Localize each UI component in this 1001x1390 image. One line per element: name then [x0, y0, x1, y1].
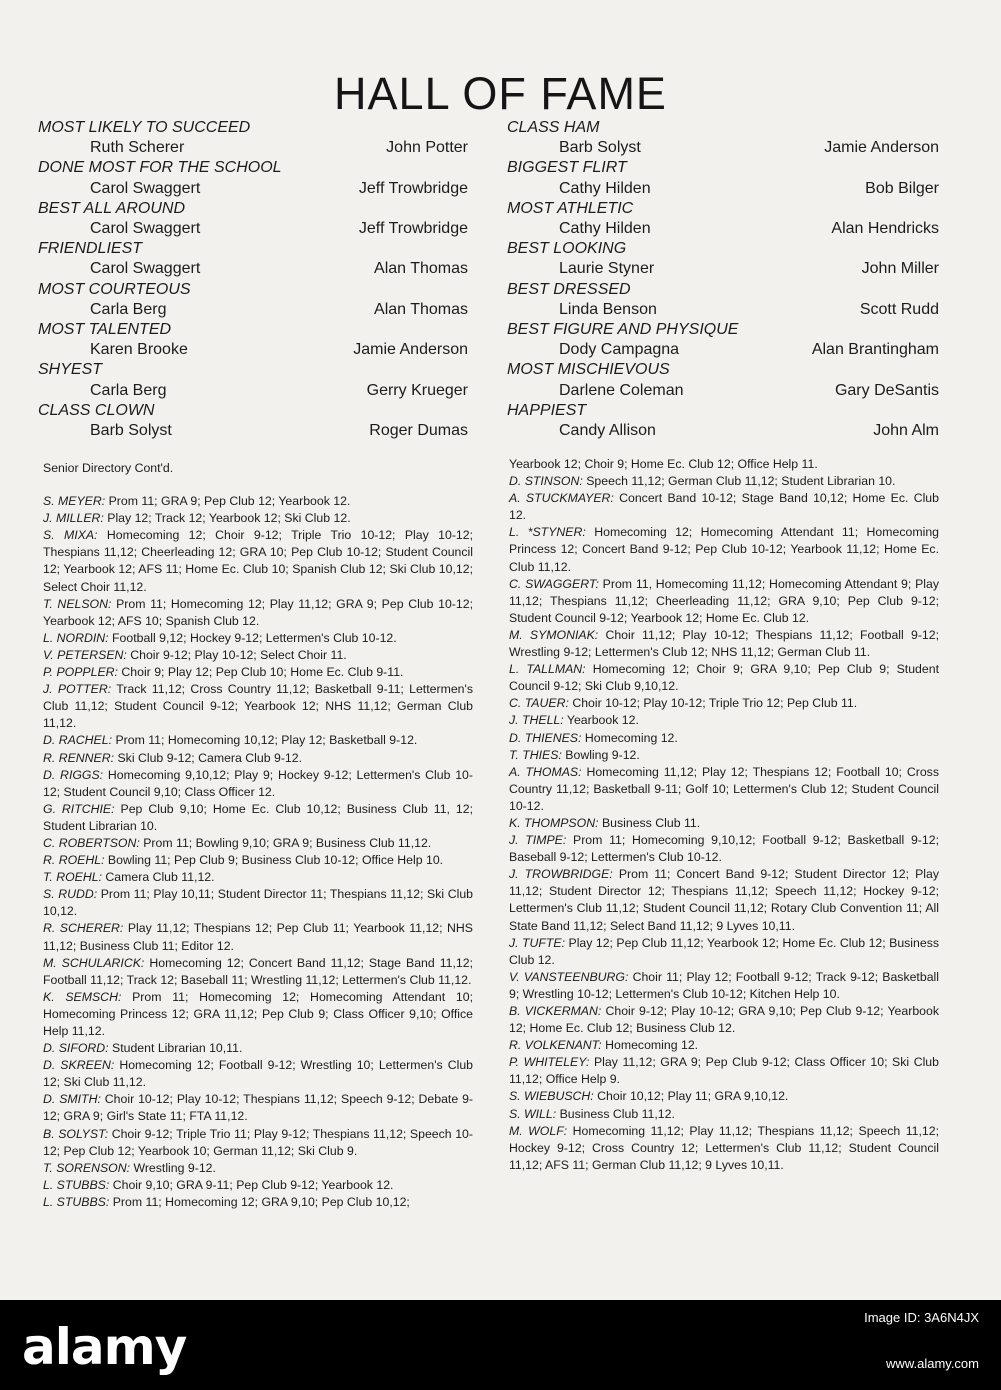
- student-name: D. STINSON:: [509, 474, 583, 489]
- student-name: C. SWAGGERT:: [509, 576, 599, 591]
- directory-entry: [43, 750, 473, 767]
- student-activities: Homecoming 12.: [584, 730, 678, 745]
- directory-entry: [43, 681, 473, 732]
- student-activities: Yearbook 12; Choir 9; Home Ec. Club 12; Office Help 11.: [509, 457, 818, 471]
- award-item: [38, 320, 468, 360]
- award-category: BEST DRESSED: [507, 280, 631, 298]
- award-boy-winner: John Potter: [386, 139, 468, 157]
- student-name: R. SCHERER:: [43, 921, 124, 936]
- directory-entry: [509, 1037, 939, 1054]
- award-category: SHYEST: [38, 361, 103, 379]
- directory-entry: [509, 815, 939, 832]
- award-winners: [38, 340, 468, 360]
- award-winners: [38, 421, 468, 441]
- student-name: J. TUFTE:: [509, 935, 566, 950]
- student-activities: Play 11,12; GRA 9; Pep Club 9-12; Class Officer 10; Ski Club 11,12; Office Help 9.: [509, 1055, 939, 1087]
- student-name: J. TIMPE:: [509, 833, 567, 848]
- student-name: R. VOLKENANT:: [509, 1038, 602, 1053]
- student-activities: Play 12; Pep Club 11,12; Yearbook 12; Home Ec. Club 12; Business Club 12.: [509, 935, 940, 967]
- award-winners: [507, 421, 939, 441]
- student-name: T. THIES:: [509, 747, 562, 762]
- student-name: S. MIXA:: [43, 528, 98, 543]
- award-girl-winner: Linda Benson: [559, 300, 657, 318]
- award-category: BEST FIGURE AND PHYSIQUE: [507, 321, 739, 339]
- student-activities: Speech 11,12; German Club 11,12; Student Librarian 10.: [586, 474, 896, 489]
- award-item: [38, 158, 468, 198]
- senior-directory-right-column: [509, 456, 939, 1174]
- award-item: [507, 158, 939, 198]
- student-name: D. SIFORD:: [43, 1041, 109, 1056]
- award-winners: [38, 219, 468, 239]
- award-category: MOST LIKELY TO SUCCEED: [38, 119, 251, 136]
- award-item: [38, 118, 468, 158]
- directory-entry: [509, 627, 939, 661]
- student-name: P. WHITELEY:: [509, 1055, 590, 1070]
- student-activities: Choir 9; Play 12; Pep Club 10; Home Ec. Club 9-11.: [121, 665, 404, 680]
- directory-entry: [43, 1126, 473, 1160]
- award-winners: [507, 340, 939, 360]
- award-boy-winner: Alan Hendricks: [831, 220, 939, 238]
- award-winners: [38, 259, 468, 279]
- student-activities: Homecoming 12; Choir 9; GRA 9,10; Pep Club 9; Student Council 9-12; Ski Club 9,10,12.: [509, 662, 939, 694]
- student-name: R. RENNER:: [43, 750, 115, 765]
- student-activities: Play 11,12; Thespians 12; Pep Club 11; Yearbook 11,12; NHS 11,12; Business Club 11; Editor 12.: [43, 921, 473, 953]
- student-name: L. TALLMAN:: [509, 662, 586, 677]
- directory-entry: [43, 493, 473, 510]
- award-winners: [507, 219, 939, 239]
- student-activities: Prom 11; Bowling 9,10; GRA 9; Business Club 11,12.: [143, 835, 432, 850]
- award-category: MOST ATHLETIC: [507, 199, 634, 217]
- directory-entry: [509, 1123, 939, 1174]
- directory-heading: Senior Directory Cont'd.: [43, 461, 174, 475]
- awards-left-column: [38, 118, 468, 441]
- award-girl-winner: Barb Solyst: [559, 139, 641, 157]
- student-activities: Prom 11; Homecoming 12; GRA 9,10; Pep Club 10,12;: [112, 1194, 410, 1209]
- directory-entry: [43, 886, 473, 920]
- directory-entry: [43, 647, 473, 664]
- student-name: L. STUBBS:: [43, 1194, 110, 1209]
- student-activities: Homecoming 12; Football 9-12; Wrestling 10; Lettermen's Club 12; Ski Club 11,12.: [43, 1058, 473, 1090]
- student-name: A. THOMAS:: [509, 764, 582, 779]
- directory-entry: [509, 969, 939, 1003]
- directory-entry: [509, 832, 939, 866]
- student-activities: Choir 10-12; Play 10-12; Thespians 11,12; Speech 9-12; Debate 9-12; GRA 9; Girl's State 11; FTA 11,12.: [43, 1092, 474, 1124]
- student-name: M. WOLF:: [509, 1123, 568, 1138]
- award-girl-winner: Carol Swaggert: [90, 220, 201, 238]
- student-name: S. WIEBUSCH:: [509, 1089, 594, 1104]
- student-name: K. SEMSCH:: [43, 989, 122, 1004]
- award-boy-winner: Scott Rudd: [859, 300, 939, 318]
- student-activities: Football 9,12; Hockey 9-12; Lettermen's Club 10-12.: [112, 630, 397, 645]
- award-category: MOST COURTEOUS: [38, 280, 191, 298]
- award-winners: [507, 259, 939, 279]
- student-name: V. PETERSEN:: [43, 647, 127, 662]
- award-item: [507, 401, 939, 441]
- award-item: [507, 320, 939, 360]
- award-boy-winner: Jeff Trowbridge: [358, 220, 468, 238]
- student-activities: Prom 11; Homecoming 12; Play 11,12; GRA 9; Pep Club 10-12; Yearbook 12; AFS 10; Spanish Club 12.: [43, 596, 473, 628]
- student-activities: Ski Club 9-12; Camera Club 9-12.: [117, 750, 303, 765]
- stock-url: www.alamy.com: [886, 1356, 979, 1371]
- directory-entry: [43, 1040, 473, 1057]
- student-activities: Homecoming 11,12; Play 12; Thespians 12; Football 10; Cross Country 11,12; Basketball 9-11; Golf 10; Lettermen's Club 12; Student Council 10-12.: [509, 764, 939, 813]
- award-winners: [507, 300, 939, 320]
- directory-entry: [509, 473, 939, 490]
- senior-directory-left-column: [43, 456, 473, 1211]
- directory-entry: [509, 866, 939, 934]
- award-item: [38, 199, 468, 239]
- student-activities: Choir 11; Play 12; Football 9-12; Track 9-12; Basketball 9; Wrestling 10-12; Lettermen's Club 10-12; Kitchen Help 10.: [509, 969, 939, 1001]
- student-activities: Track 11,12; Cross Country 11,12; Basketball 9-11; Lettermen's Club 11,12; Student Council 9-12; Yearbook 12; NHS 11,12; German Club 11,12.: [43, 682, 473, 731]
- student-name: J. TROWBRIDGE:: [509, 867, 613, 882]
- award-girl-winner: Cathy Hilden: [559, 220, 651, 238]
- student-name: D. THIENES:: [509, 730, 582, 745]
- directory-entry: [509, 1088, 939, 1105]
- student-name: A. STUCKMAYER:: [509, 491, 614, 506]
- directory-entry: [509, 695, 939, 712]
- award-boy-winner: John Miller: [861, 260, 939, 278]
- student-activities: Play 12; Track 12; Yearbook 12; Ski Club 12.: [107, 511, 351, 526]
- directory-entry: [509, 1003, 939, 1037]
- student-name: K. THOMPSON:: [509, 815, 599, 830]
- awards-right-column: [507, 118, 939, 441]
- award-winners: [507, 179, 939, 199]
- directory-entry: [509, 712, 939, 729]
- award-item: [38, 401, 468, 441]
- directory-entry: [509, 576, 939, 627]
- student-name: J. THELL:: [509, 713, 564, 728]
- student-activities: Choir 9-12; Play 10-12; GRA 9,10; Pep Club 9-12; Yearbook 12; Home Ec. Club 12; Business Club 12.: [509, 1004, 939, 1036]
- directory-entry: [509, 730, 939, 747]
- student-name: D. SMITH:: [43, 1092, 101, 1107]
- student-name: M. SCHULARICK:: [43, 955, 145, 970]
- page-title: HALL OF FAME: [334, 68, 667, 120]
- student-activities: Prom 11, Homecoming 11,12; Homecoming Attendant 9; Play 11,12; Thespians 11,12; Cheerleading 11,12; GRA 9,10; Pep Club 9-12; Student Council 9-12; Yearbook 12; Home Ec. Club 12.: [509, 576, 939, 625]
- student-name: P. POPPLER:: [43, 665, 118, 680]
- award-item: [38, 239, 468, 279]
- student-name: T. NELSON:: [43, 596, 112, 611]
- student-name: L. *STYNER:: [509, 525, 586, 540]
- award-winners: [38, 300, 468, 320]
- award-winners: [507, 381, 939, 401]
- directory-entry: [43, 801, 473, 835]
- award-category: CLASS CLOWN: [38, 401, 155, 419]
- award-girl-winner: Candy Allison: [559, 422, 656, 440]
- student-activities: Prom 11; Homecoming 12; Homecoming Attendant 10; Homecoming Princess 12; GRA 11,12; Pep Club 9; Class Officer 9,10; Office Help 11,12.: [43, 989, 473, 1038]
- student-activities: Choir 9-12; Play 10-12; Select Choir 11.: [130, 647, 347, 662]
- award-winners: [38, 138, 468, 158]
- student-activities: Wrestling 9-12.: [133, 1160, 216, 1175]
- student-name: R. ROEHL:: [43, 853, 105, 868]
- award-category: MOST TALENTED: [38, 321, 172, 339]
- student-activities: Homecoming 12; Homecoming Attendant 11; Homecoming Princess 12; Concert Band 9-12; Pep Club 10-12; Yearbook 11,12; Home Ec. Club 11,12.: [509, 525, 939, 574]
- award-winners: [38, 179, 468, 199]
- award-girl-winner: Darlene Coleman: [559, 381, 684, 399]
- student-name: L. STUBBS:: [43, 1177, 110, 1192]
- student-activities: Camera Club 11,12.: [105, 870, 215, 885]
- award-boy-winner: Jamie Anderson: [824, 139, 939, 157]
- directory-entry: [43, 664, 473, 681]
- award-category: MOST MISCHIEVOUS: [507, 361, 670, 379]
- student-name: B. SOLYST:: [43, 1126, 109, 1141]
- student-activities: Choir 9-12; Triple Trio 11; Play 9-12; Thespians 11,12; Speech 10-12; Pep Club 12; Yearbook 10; German 11,12; Ski Club 9.: [43, 1126, 473, 1158]
- award-category: HAPPIEST: [507, 401, 587, 419]
- directory-entry: [509, 1054, 939, 1088]
- student-activities: Choir 11,12; Play 10-12; Thespians 11,12; Football 9-12; Wrestling 9-12; Lettermen's Club 12; NHS 11,12; German Club 11.: [509, 627, 940, 660]
- student-name: V. VANSTEENBURG:: [509, 969, 629, 984]
- student-name: C. TAUER:: [509, 696, 569, 711]
- student-name: J. POTTER:: [43, 682, 112, 697]
- award-boy-winner: Alan Brantingham: [811, 341, 939, 359]
- award-girl-winner: Carol Swaggert: [90, 260, 201, 278]
- student-activities: Prom 11; GRA 9; Pep Club 12; Yearbook 12.: [108, 494, 351, 509]
- award-item: [507, 360, 939, 400]
- award-boy-winner: Jamie Anderson: [353, 341, 468, 359]
- award-item: [38, 360, 468, 400]
- student-activities: Homecoming 9,10,12; Play 9; Hockey 9-12; Lettermen's Club 10-12; Student Council 9,10; Class Officer 12.: [43, 767, 473, 799]
- student-activities: Bowling 11; Pep Club 9; Business Club 10-12; Office Help 10.: [107, 853, 444, 868]
- student-activities: Homecoming 12.: [605, 1038, 699, 1053]
- award-boy-winner: Bob Bilger: [865, 179, 939, 197]
- student-activities: Homecoming 12; Concert Band 11,12; Stage Band 11,12; Football 11,12; Track 12; Baseball 11; Wrestling 11,12; Lettermen's Club 11,12.: [43, 955, 473, 987]
- award-winners: [507, 138, 939, 158]
- award-boy-winner: Jeff Trowbridge: [358, 179, 468, 197]
- award-item: [507, 239, 939, 279]
- award-item: [507, 118, 939, 158]
- student-name: T. SORENSON:: [43, 1160, 131, 1175]
- award-category: BEST ALL AROUND: [38, 199, 186, 217]
- student-name: J. MILLER:: [43, 511, 104, 526]
- student-name: D. SKREEN:: [43, 1058, 115, 1073]
- award-category: BIGGEST FLIRT: [507, 159, 627, 177]
- award-boy-winner: Alan Thomas: [374, 260, 468, 278]
- student-activities: Business Club 11.: [601, 815, 701, 830]
- directory-entry: [43, 732, 473, 749]
- directory-entry: [43, 989, 473, 1040]
- student-activities: Student Librarian 10,11.: [112, 1041, 243, 1056]
- directory-entry: [43, 630, 473, 647]
- directory-entry: [509, 456, 939, 473]
- student-activities: Prom 11; Homecoming 10,12; Play 12; Basketball 9-12.: [115, 733, 418, 748]
- student-name: G. RITCHIE:: [43, 801, 115, 816]
- award-girl-winner: Cathy Hilden: [559, 179, 651, 197]
- student-name: B. VICKERMAN:: [509, 1004, 602, 1018]
- award-item: [38, 280, 468, 320]
- student-activities: Choir 9,10; GRA 9-11; Pep Club 9-12; Yearbook 12.: [112, 1177, 394, 1192]
- award-item: [507, 199, 939, 239]
- award-girl-winner: Karen Brooke: [90, 341, 188, 359]
- student-name: S. MEYER:: [43, 494, 106, 509]
- student-name: S. RUDD:: [43, 887, 98, 902]
- stock-brand-logo: alamy: [22, 1318, 187, 1376]
- directory-entry: [509, 1106, 939, 1123]
- award-boy-winner: Roger Dumas: [369, 422, 468, 440]
- directory-entry: [43, 1057, 473, 1091]
- stock-image-id: Image ID: 3A6N4JX: [864, 1310, 979, 1325]
- directory-entry: [509, 490, 939, 524]
- award-boy-winner: John Alm: [873, 422, 939, 440]
- student-activities: Concert Band 10-12; Stage Band 10,12; Home Ec. Club 12.: [509, 491, 939, 523]
- award-boy-winner: Gerry Krueger: [366, 381, 468, 399]
- award-boy-winner: Gary DeSantis: [834, 381, 939, 399]
- directory-entry: [43, 869, 473, 886]
- award-boy-winner: Alan Thomas: [374, 300, 468, 318]
- student-name: D. RIGGS:: [43, 767, 104, 782]
- directory-entry: [43, 1160, 473, 1177]
- directory-entry: [43, 1194, 473, 1211]
- directory-entry: [509, 935, 939, 969]
- student-activities: Homecoming 11,12; Play 11,12; Thespians 11,12; Speech 11,12; Hockey 9-12; Cross Country 12; Lettermen's Club 11,12; Student Council 11,12; AFS 11; German Club 11,12; 9 Lyves 10,11.: [509, 1123, 939, 1172]
- directory-entry: [43, 767, 473, 801]
- directory-entry: [509, 524, 939, 575]
- directory-entry: [43, 1177, 473, 1194]
- student-name: M. SYMONIAK:: [509, 627, 599, 642]
- award-category: DONE MOST FOR THE SCHOOL: [38, 159, 282, 177]
- student-name: L. NORDIN:: [43, 630, 109, 645]
- student-name: C. ROBERTSON:: [43, 835, 140, 850]
- student-activities: Business Club 11,12.: [559, 1106, 675, 1121]
- directory-entry: [509, 747, 939, 764]
- directory-entry: [43, 955, 473, 989]
- directory-entry: [43, 596, 473, 630]
- directory-entry: [509, 764, 939, 815]
- award-category: CLASS HAM: [507, 119, 600, 136]
- directory-entry: [43, 920, 473, 954]
- student-activities: Prom 11; Concert Band 9-12; Student Director 12; Play 11,12; Student Director 12; Thespians 11,12; Speech 11,12; Hockey 9-12; Lettermen's Club 11,12; Student Council 11,12; Rotary Club Convention 11; All State Band 11,12; Select Band 11,12; 9 Lyves 10,11.: [509, 867, 940, 933]
- directory-entry: [43, 835, 473, 852]
- directory-entry: [43, 527, 473, 595]
- directory-entry: [509, 661, 939, 695]
- award-item: [507, 280, 939, 320]
- award-girl-winner: Carol Swaggert: [90, 179, 201, 197]
- student-activities: Yearbook 12.: [566, 713, 639, 728]
- award-girl-winner: Laurie Styner: [559, 260, 655, 278]
- award-category: FRIENDLIEST: [38, 240, 143, 258]
- directory-entry: [43, 852, 473, 869]
- student-name: T. ROEHL:: [43, 870, 102, 885]
- award-category: BEST LOOKING: [507, 240, 627, 258]
- award-girl-winner: Carla Berg: [90, 300, 167, 318]
- student-activities: Homecoming 12; Choir 9-12; Triple Trio 10-12; Play 10-12; Thespians 11,12; Cheerleading 12; GRA 10; Pep Club 10-12; Student Council 12; Yearbook 12; AFS 11; Home Ec. Club 10; Spanish Club 12; Ski Club 10,12; Select Choir 11,12.: [43, 528, 474, 594]
- student-activities: Pep Club 9,10; Home Ec. Club 10,12; Business Club 11, 12; Student Librarian 10.: [43, 801, 473, 833]
- award-girl-winner: Ruth Scherer: [90, 139, 185, 157]
- award-girl-winner: Dody Campagna: [559, 341, 680, 359]
- directory-entry: [43, 1091, 473, 1125]
- student-activities: Bowling 9-12.: [565, 747, 640, 762]
- student-activities: Choir 10-12; Play 10-12; Triple Trio 12; Pep Club 11.: [572, 696, 858, 711]
- student-activities: Prom 11; Play 10,11; Student Director 11; Thespians 11,12; Ski Club 10,12.: [43, 887, 473, 919]
- award-girl-winner: Carla Berg: [90, 381, 167, 399]
- student-activities: Prom 11; Homecoming 9,10,12; Football 9-12; Basketball 9-12; Baseball 9-12; Lettermen's Club 10-12.: [509, 833, 939, 865]
- award-winners: [38, 381, 468, 401]
- student-name: D. RACHEL:: [43, 733, 113, 748]
- directory-entry: [43, 510, 473, 527]
- student-activities: Choir 10,12; Play 11; GRA 9,10,12.: [597, 1089, 789, 1104]
- student-name: S. WILL:: [509, 1106, 557, 1121]
- award-girl-winner: Barb Solyst: [90, 422, 172, 440]
